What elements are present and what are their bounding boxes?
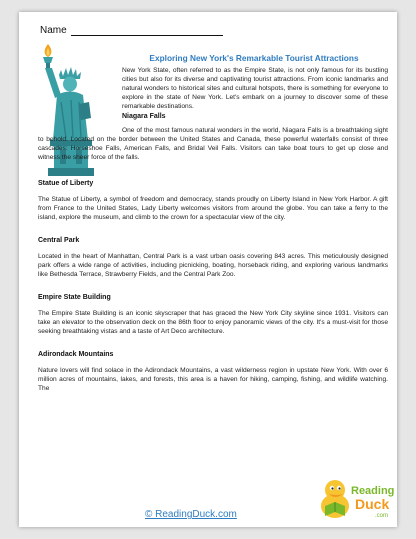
worksheet-title: Exploring New York's Remarkable Tourist Attractions xyxy=(149,53,359,63)
section-heading-adirondack-mountains: Adirondack Mountains xyxy=(38,351,114,358)
section-text-empire-state-building: The Empire State Building is an iconic skyscraper that has graced the New York City skyline since 1931. Visitors can take an elevator to the observation deck on the 86th floor to enjoy panoramic views of the city. It's a must-visit for those seeking breathtaking vistas and a taste of Art Deco architecture. xyxy=(38,310,388,335)
svg-text:Reading: Reading xyxy=(351,485,395,497)
worksheet-page xyxy=(19,12,397,527)
svg-text:.com: .com xyxy=(375,513,389,519)
svg-text:Duck: Duck xyxy=(355,496,390,512)
section-heading-central-park: Central Park xyxy=(38,237,80,244)
section-text-niagara-falls: One of the most famous natural wonders in the world, Niagara Falls is a breathtaking sight to behold. Located on the border between the United States and Canada, these powerful waterfalls consist of three cascades: Horseshoe Falls, American Falls, and Bridal Veil Falls. Visitors can take boat tours to get up close and witness the sheer force of the falls. xyxy=(38,127,388,161)
intro-paragraph: New York State, often referred to as the Empire State, is not only famous for its bustling cities but also for its diverse and captivating tourist attractions. From iconic landmarks and natural wonders to historical sites and cultural hotspots, there is something for everyone to explore in the state of New York. Let's embark on a journey to discover some of these remarkable destinations. xyxy=(122,67,388,110)
name-blank-line[interactable] xyxy=(71,26,223,36)
section-text-adirondack-mountains: Nature lovers will find solace in the Adirondack Mountains, a vast wilderness region in upstate New York. With over 6 million acres of mountains, lakes, and forests, this area is a haven for hiking, camping, fishing, and wildlife watching. The xyxy=(38,367,388,392)
reading-duck-logo-icon xyxy=(317,472,397,522)
section-text-statue-of-liberty: The Statue of Liberty, a symbol of freedom and democracy, stands proudly on Liberty Island in New York Harbor. A gift from France to the United States, Lady Liberty welcomes visitors from around the globe. You can take a ferry to the island, explore the museum, and climb to the crown for a spectacular view of the city. xyxy=(38,196,388,221)
section-text-central-park: Located in the heart of Manhattan, Central Park is a vast urban oasis covering 843 acres. This meticulously designed park offers a wide range of activities, including picnicking, boating, horseback riding, and exploring various landmarks like Bethesda Terrace, Strawberry Fields, and the Central Park Zoo. xyxy=(38,253,388,278)
name-field-row xyxy=(40,25,223,36)
name-label: Name xyxy=(40,25,67,36)
section-heading-empire-state-building: Empire State Building xyxy=(38,294,111,301)
section-heading-statue-of-liberty: Statue of Liberty xyxy=(38,180,94,187)
readingduck-footer-link[interactable]: © ReadingDuck.com xyxy=(145,509,237,520)
section-heading-niagara-falls: Niagara Falls xyxy=(122,113,166,120)
